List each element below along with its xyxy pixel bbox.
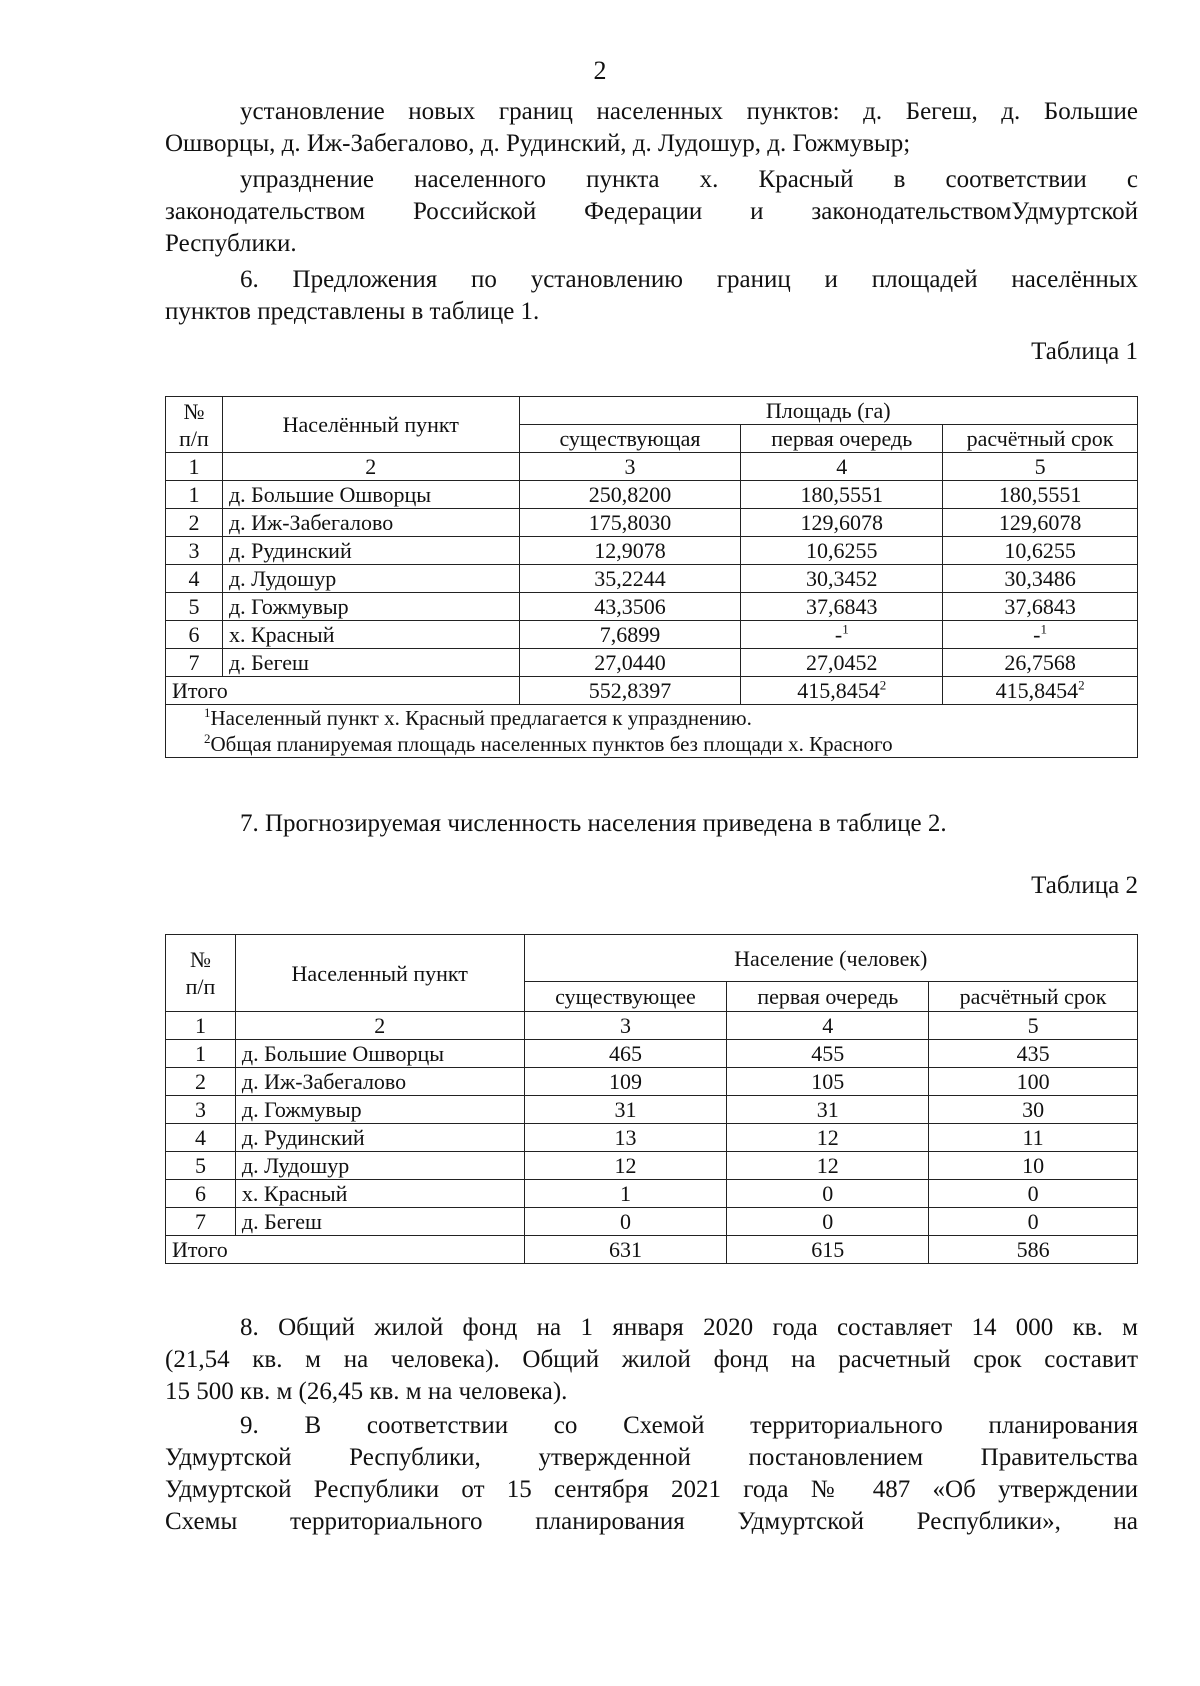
table-total-row [166, 1236, 1138, 1264]
place-name: д. Лудошур [235, 1152, 524, 1180]
value-cell: 12,9078 [519, 537, 741, 565]
value-cell: 11 [929, 1124, 1138, 1152]
row-number: 6 [166, 621, 223, 649]
table-index-row [166, 1012, 1138, 1040]
footnote-mark: 2 [1078, 677, 1085, 693]
value-cell: 7,6899 [519, 621, 741, 649]
value-cell: 250,8200 [519, 481, 741, 509]
value-cell: 37,6843 [741, 593, 943, 621]
paragraph-line: Республики. [165, 230, 297, 257]
row-number: 3 [166, 1096, 236, 1124]
table-row [166, 1068, 1138, 1096]
place-name: д. Большие Ошворцы [222, 481, 519, 509]
paragraph-line: пунктов представлены в таблице 1. [165, 298, 540, 325]
col-first-stage-header: первая очередь [727, 982, 929, 1012]
place-name: д. Бегеш [222, 649, 519, 677]
table-row [166, 1180, 1138, 1208]
col-final-header: расчётный срок [943, 425, 1138, 453]
table-row [166, 1208, 1138, 1236]
table-row [166, 509, 1138, 537]
value-cell: -$^1$ [741, 621, 943, 649]
place-name: д. Рудинский [222, 537, 519, 565]
row-number: 7 [166, 649, 223, 677]
value-cell: 10,6255 [741, 537, 943, 565]
value-cell: 0 [524, 1208, 727, 1236]
table-header-row [166, 935, 1138, 982]
value-cell: 12 [727, 1124, 929, 1152]
value-cell: 30,3486 [943, 565, 1138, 593]
value-cell: 12 [727, 1152, 929, 1180]
index-cell: 4 [741, 453, 943, 481]
value-cell: 27,0452 [741, 649, 943, 677]
col-existing-header: существующее [524, 982, 727, 1012]
table2-caption: Таблица 2 [1031, 872, 1138, 899]
value-cell: 129,6078 [741, 509, 943, 537]
col-existing-header: существующая [519, 425, 741, 453]
place-name: д. Бегеш [235, 1208, 524, 1236]
num-header: № п/п [166, 397, 223, 453]
index-cell: 3 [519, 453, 741, 481]
table-row [166, 649, 1138, 677]
footnote-2: $^2$Общая планируемая площадь населенных пунктов без площади х. Красного [204, 731, 893, 756]
table-row [166, 1152, 1138, 1180]
value-cell: 0 [929, 1208, 1138, 1236]
paragraph-line: 6. Предложения по установлению границ и площадей населённых [240, 266, 1138, 293]
value-cell: 30 [929, 1096, 1138, 1124]
total-label: Итого [166, 677, 520, 705]
row-number: 7 [166, 1208, 236, 1236]
value-cell: 12 [524, 1152, 727, 1180]
value-cell: 10,6255 [943, 537, 1138, 565]
place-name: д. Рудинский [235, 1124, 524, 1152]
place-header: Населённый пункт [222, 397, 519, 453]
table-total-row [166, 677, 1138, 705]
place-name: д. Большие Ошворцы [235, 1040, 524, 1068]
table-row [166, 537, 1138, 565]
row-number: 6 [166, 1180, 236, 1208]
area-group-header: Площадь (га) [519, 397, 1137, 425]
index-cell: 2 [222, 453, 519, 481]
value-cell: 465 [524, 1040, 727, 1068]
index-cell: 5 [929, 1012, 1138, 1040]
value-cell: 455 [727, 1040, 929, 1068]
value-cell: 27,0440 [519, 649, 741, 677]
value-cell: 26,7568 [943, 649, 1138, 677]
value-cell: 105 [727, 1068, 929, 1096]
paragraph-line: Схемы территориального планирования Удмуртской Республики», на [165, 1508, 1138, 1535]
row-number: 1 [166, 481, 223, 509]
table-footnotes [166, 705, 1138, 758]
table-row [166, 621, 1138, 649]
footnote-mark: 2 [879, 677, 887, 693]
value-cell: 31 [727, 1096, 929, 1124]
value-cell: 13 [524, 1124, 727, 1152]
place-name: д. Лудошур [222, 565, 519, 593]
row-number: 5 [166, 593, 223, 621]
value-cell: 100 [929, 1068, 1138, 1096]
index-cell: 1 [166, 1012, 236, 1040]
table-row [166, 1096, 1138, 1124]
index-cell: 5 [943, 453, 1138, 481]
paragraph-line: установление новых границ населенных пунктов: д. Бегеш, д. Большие [240, 98, 1138, 125]
row-number: 1 [166, 1040, 236, 1068]
table-row [166, 1040, 1138, 1068]
col-first-stage-header: первая очередь [741, 425, 943, 453]
paragraph-line: 8. Общий жилой фонд на 1 января 2020 года составляет 14 000 кв. м [240, 1314, 1138, 1341]
footnote-mark: 1 [1040, 621, 1047, 637]
value-cell: 180,5551 [943, 481, 1138, 509]
table-row [166, 565, 1138, 593]
paragraph-line: 9. В соответствии со Схемой территориального планирования [240, 1412, 1138, 1439]
table-row [166, 1124, 1138, 1152]
index-cell: 1 [166, 453, 223, 481]
table-row [166, 593, 1138, 621]
place-name: д. Иж-Забегалово [222, 509, 519, 537]
row-number: 3 [166, 537, 223, 565]
table-index-row [166, 453, 1138, 481]
num-header: № п/п [166, 935, 236, 1012]
paragraph-line: упразднение населенного пункта х. Красный в соответствии с [240, 166, 1138, 193]
total-value: 415,8454$^2$ [943, 677, 1138, 705]
total-value: 631 [524, 1236, 727, 1264]
value-cell: 35,2244 [519, 565, 741, 593]
value-cell: 109 [524, 1068, 727, 1096]
paragraph-line: 15 500 кв. м (26,45 кв. м на человека). [165, 1378, 568, 1405]
place-name: х. Красный [235, 1180, 524, 1208]
value-cell: 435 [929, 1040, 1138, 1068]
place-name: д. Гожмувыр [222, 593, 519, 621]
page-number: 2 [593, 56, 607, 85]
total-label: Итого [166, 1236, 525, 1264]
table1-area [165, 396, 1138, 758]
value-cell: 0 [929, 1180, 1138, 1208]
col-final-header: расчётный срок [929, 982, 1138, 1012]
row-number: 2 [166, 1068, 236, 1096]
table-row [166, 481, 1138, 509]
row-number: 2 [166, 509, 223, 537]
value-cell: 30,3452 [741, 565, 943, 593]
total-value: 586 [929, 1236, 1138, 1264]
value-cell: -$^1$ [943, 621, 1138, 649]
row-number: 5 [166, 1152, 236, 1180]
value-cell: 0 [727, 1180, 929, 1208]
paragraph-line: Удмуртской Республики, утвержденной постановлением Правительства [165, 1444, 1138, 1471]
paragraph-line: 7. Прогнозируемая численность населения приведена в таблице 2. [240, 810, 947, 837]
index-cell: 3 [524, 1012, 727, 1040]
table-notes-row [166, 705, 1138, 758]
value-cell: 31 [524, 1096, 727, 1124]
value-cell: 175,8030 [519, 509, 741, 537]
footnote-mark: 1 [842, 621, 849, 637]
place-header: Населенный пункт [235, 935, 524, 1012]
paragraph-line: (21,54 кв. м на человека). Общий жилой фонд на расчетный срок составит [165, 1346, 1138, 1373]
table1-caption: Таблица 1 [1031, 338, 1138, 365]
table2-area [165, 934, 1138, 1264]
index-cell: 2 [235, 1012, 524, 1040]
paragraph-line: Ошворцы, д. Иж-Забегалово, д. Рудинский, д. Лудошур, д. Гожмувыр; [165, 130, 911, 157]
paragraph-line: Удмуртской Республики от 15 сентября 2021 года № 487 «Об утверждении [165, 1476, 1138, 1503]
total-value: 552,8397 [519, 677, 741, 705]
row-number: 4 [166, 565, 223, 593]
value-cell: 180,5551 [741, 481, 943, 509]
value-cell: 43,3506 [519, 593, 741, 621]
value-cell: 0 [727, 1208, 929, 1236]
place-name: д. Иж-Забегалово [235, 1068, 524, 1096]
table-header-row [166, 397, 1138, 425]
footnote-1: $^1$Населенный пункт х. Красный предлагается к упразднению. [204, 705, 752, 730]
place-name: х. Красный [222, 621, 519, 649]
value-cell: 10 [929, 1152, 1138, 1180]
population-group-header: Население (человек) [524, 935, 1137, 982]
place-name: д. Гожмувыр [235, 1096, 524, 1124]
value-cell: 1 [524, 1180, 727, 1208]
value-cell: 37,6843 [943, 593, 1138, 621]
total-value: 415,8454$^2$ [741, 677, 943, 705]
index-cell: 4 [727, 1012, 929, 1040]
total-value: 615 [727, 1236, 929, 1264]
paragraph-line: законодательством Российской Федерации и законодательствомУдмуртской [165, 198, 1138, 225]
row-number: 4 [166, 1124, 236, 1152]
value-cell: 129,6078 [943, 509, 1138, 537]
